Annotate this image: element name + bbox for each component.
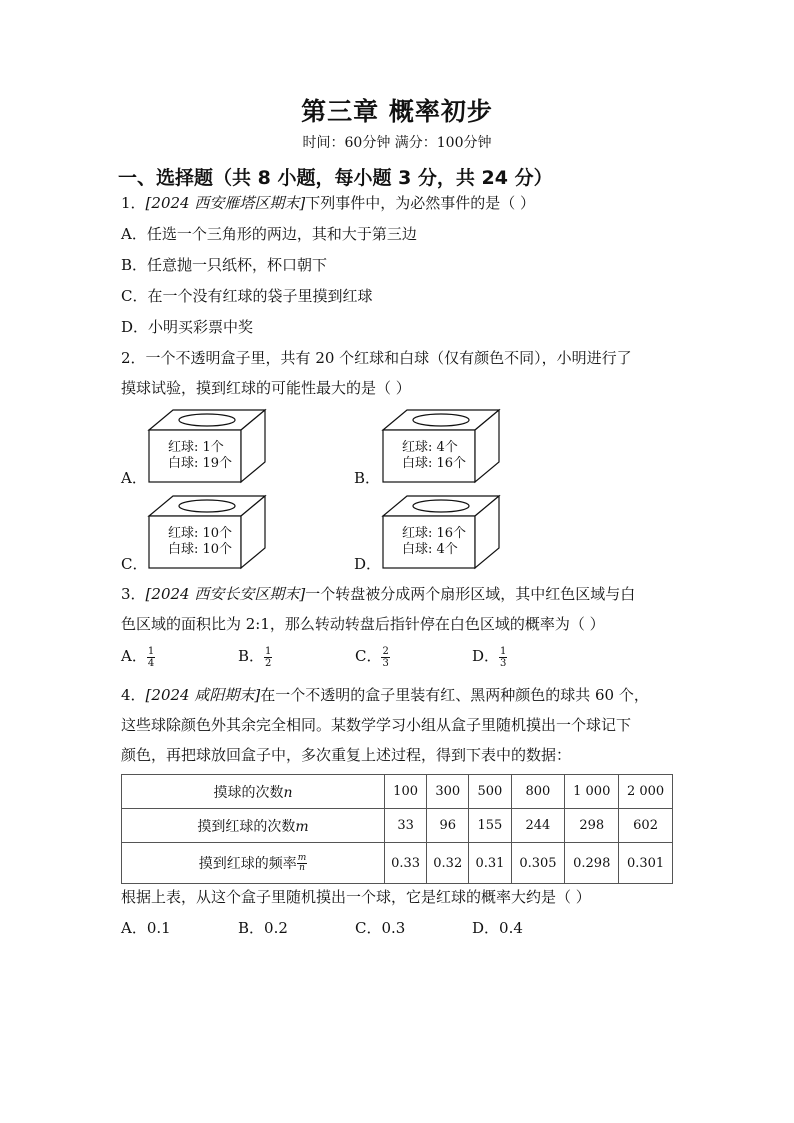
option-d[interactable]: D． [354, 555, 382, 573]
white-count: 白球: 10个 [168, 542, 233, 557]
option-c[interactable] [355, 645, 390, 669]
fraction [264, 646, 272, 669]
denominator: 3 [500, 657, 507, 669]
option-a[interactable]: A． [121, 469, 147, 487]
option-d[interactable] [472, 645, 507, 669]
option-d[interactable]: D．0.4 [472, 919, 523, 937]
table-cell: 0.298 [565, 843, 619, 884]
table-cell: 300 [427, 775, 469, 809]
red-count: 红球: 16个 [402, 526, 467, 541]
red-count: 红球: 1个 [168, 440, 224, 455]
option-c[interactable]: C． [121, 555, 148, 573]
numerator: m [297, 853, 307, 864]
option-letter: A． [121, 647, 147, 665]
question-4-prompt: 根据上表，从这个盒子里随机摸出一个球，它是红球的概率大约是（ ） [121, 888, 591, 906]
white-count: 白球: 4个 [402, 542, 458, 557]
table-cell: 33 [385, 809, 427, 843]
numerator: 2 [382, 645, 389, 657]
row-header [122, 775, 385, 809]
numerator: 1 [147, 645, 155, 657]
option-b[interactable]: B． [354, 469, 381, 487]
fraction [147, 646, 155, 669]
question-text: 下列事件中，为必然事件的是（ ） [305, 194, 535, 212]
row-label: 摸球的次数 [213, 784, 284, 801]
table-cell: 500 [469, 775, 511, 809]
table-cell: 0.31 [469, 843, 511, 884]
table-cell: 0.305 [511, 843, 565, 884]
option-letter: C． [355, 647, 382, 665]
table-cell: 298 [565, 809, 619, 843]
table-cell: 0.32 [427, 843, 469, 884]
option-a[interactable] [121, 645, 155, 669]
option-b[interactable]: B．任意抛一只纸杯，杯口朝下 [121, 256, 328, 274]
numerator: 1 [500, 645, 507, 657]
data-table [121, 774, 673, 884]
denominator: n [299, 863, 305, 874]
question-source: [2024 西安雁塔区期末] [145, 194, 306, 212]
option-a[interactable]: A．0.1 [121, 919, 171, 937]
fraction [297, 854, 308, 873]
table-cell: 244 [511, 809, 565, 843]
ball-box-a [146, 408, 268, 484]
option-c[interactable]: C．在一个没有红球的袋子里摸到红球 [121, 287, 373, 305]
question-source: [2024 西安长安区期末] [145, 585, 306, 603]
option-letter: B． [238, 647, 265, 665]
table-cell: 2 000 [619, 775, 673, 809]
question-source: [2024 咸阳期末] [145, 686, 261, 704]
table-row [122, 775, 673, 809]
question-3-line-2: 色区域的面积比为 2:1，那么转动转盘后指针停在白色区域的概率为（ ） [121, 615, 605, 633]
question-4-line-3: 颜色，再把球放回盒子中，多次重复上述过程，得到下表中的数据： [121, 746, 572, 764]
table-cell: 0.301 [619, 843, 673, 884]
page-title: 第三章 概率初步 [301, 97, 493, 126]
table-row [122, 843, 673, 884]
table-cell: 602 [619, 809, 673, 843]
question-4-line-1 [121, 684, 649, 705]
table-row [122, 809, 673, 843]
ball-box-c [146, 494, 268, 570]
denominator: 2 [265, 657, 272, 669]
table-cell: 100 [385, 775, 427, 809]
white-count: 白球: 16个 [402, 456, 467, 471]
row-header [122, 809, 385, 843]
option-b[interactable] [238, 645, 272, 669]
variable: m [295, 818, 309, 835]
red-count: 红球: 10个 [168, 526, 233, 541]
row-header [122, 843, 385, 884]
denominator: 3 [382, 657, 389, 669]
question-3-line-1 [121, 583, 635, 604]
question-4-line-2: 这些球除颜色外其余完全相同。某数学学习小组从盒子里随机摸出一个球记下 [121, 716, 632, 734]
numerator: 1 [265, 645, 272, 657]
table-cell: 0.33 [385, 843, 427, 884]
ball-box-d [380, 494, 502, 570]
fraction [381, 646, 389, 669]
table-cell: 1 000 [565, 775, 619, 809]
question-1 [121, 192, 535, 213]
variable: n [283, 784, 293, 801]
exam-info: 时间：60分钟 满分：100分钟 [302, 135, 492, 151]
section-heading: 一、选择题（共 8 小题，每小题 3 分，共 24 分） [118, 167, 553, 189]
option-b[interactable]: B．0.2 [238, 919, 288, 937]
option-c[interactable]: C．0.3 [355, 919, 406, 937]
question-text: 在一个不透明的盒子里装有红、黑两种颜色的球共 60 个， [260, 686, 649, 704]
question-number: 4． [121, 686, 146, 704]
question-number: 1． [121, 194, 146, 212]
white-count: 白球: 19个 [168, 456, 233, 471]
denominator: 4 [147, 657, 155, 669]
red-count: 红球: 4个 [402, 440, 458, 455]
table-cell: 800 [511, 775, 565, 809]
option-letter: D． [472, 647, 500, 665]
question-2-line-1: 2．一个不透明盒子里，共有 20 个红球和白球（仅有颜色不同），小明进行了 [121, 349, 632, 367]
fraction [499, 646, 507, 669]
question-2-line-2: 摸球试验，摸到红球的可能性最大的是（ ） [121, 379, 411, 397]
question-text: 一个转盘被分成两个扇形区域，其中红色区域与白 [305, 585, 636, 603]
row-label: 摸到红球的次数 [197, 818, 296, 835]
option-a[interactable]: A．任选一个三角形的两边，其和大于第三边 [121, 225, 417, 243]
row-label: 摸到红球的频率 [198, 855, 297, 872]
option-d[interactable]: D．小明买彩票中奖 [121, 318, 254, 336]
ball-box-b [380, 408, 502, 484]
table-cell: 155 [469, 809, 511, 843]
table-cell: 96 [427, 809, 469, 843]
question-number: 3． [121, 585, 146, 603]
